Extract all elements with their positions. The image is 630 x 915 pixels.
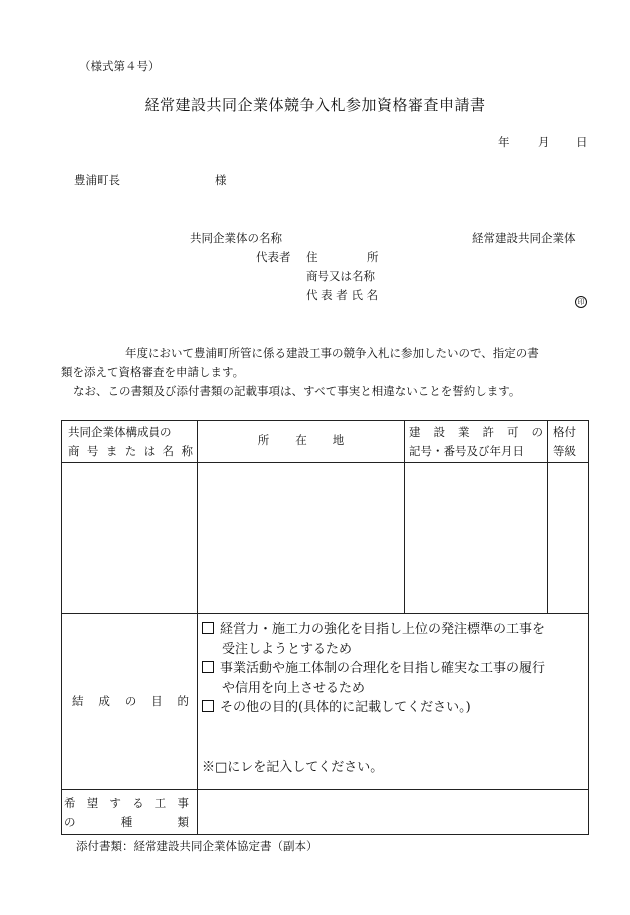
location-input-cell[interactable]	[198, 463, 405, 614]
license-input-cell[interactable]	[405, 463, 548, 614]
purpose-note: ※□にレを記入してください。	[202, 759, 384, 775]
table-row	[62, 463, 589, 614]
date-day: 日	[576, 135, 588, 149]
header-license-line2: 記号・番号及び年月日	[409, 444, 524, 458]
grade-input-cell[interactable]	[548, 463, 589, 614]
date-year: 年	[498, 135, 510, 149]
header-member-cell	[62, 421, 198, 463]
representative-label: 代表者	[256, 250, 291, 264]
header-member-line1: 共同企業体構成員の	[68, 425, 172, 439]
wish-label-cell	[62, 790, 198, 835]
header-grade-line1: 格付	[553, 425, 576, 439]
trade-name-label: 商号又は名称	[306, 269, 375, 283]
header-grade-cell	[548, 421, 589, 463]
purpose-option-2-continued: や信用を向上させるため	[222, 680, 366, 696]
wish-input-cell[interactable]	[198, 790, 589, 835]
addressee-name: 豊浦町長	[74, 173, 120, 187]
purpose-option-2: 事業活動や施工体制の合理化を目指し確実な工事の履行	[202, 659, 582, 679]
date-month: 月	[538, 135, 550, 149]
member-input-cell[interactable]	[62, 463, 198, 614]
header-license-cell	[405, 421, 548, 463]
body-text-line1: 年度において豊浦町所管に係る建設工事の競争入札に参加したいので、指定の書	[125, 346, 539, 360]
attachment-note: 添付書類：経常建設共同企業体協定書（副本）	[76, 839, 318, 853]
purpose-option-1-continued: 受注しようとするため	[222, 641, 353, 657]
address-label-1: 住	[306, 250, 318, 264]
jv-name-label: 共同企業体の名称	[190, 231, 282, 245]
purpose-option-3-checkbox[interactable]	[202, 700, 214, 712]
application-table	[61, 420, 589, 835]
purpose-option-1-checkbox[interactable]	[202, 622, 214, 634]
jv-name-value: 経常建設共同企業体	[472, 231, 576, 245]
purpose-label: 結 成 の 目 的	[72, 694, 189, 708]
header-location-cell	[198, 421, 405, 463]
body-text-line2: 類を添えて資格審査を申請します。	[61, 365, 245, 379]
wish-label-line1: 希 望 す る 工 事	[64, 796, 189, 810]
table-header-row	[62, 421, 589, 463]
purpose-option-2-checkbox[interactable]	[202, 661, 214, 673]
wish-label-line2: の 種 類	[64, 815, 189, 829]
form-number: （様式第４号）	[79, 59, 160, 73]
header-license-line1: 建 設 業 許 可 の	[409, 425, 543, 439]
seal-mark: 印	[575, 296, 587, 308]
purpose-row	[62, 614, 589, 790]
purpose-option-3: その他の目的(具体的に記載してください。)	[202, 698, 582, 718]
document-title: 経常建設共同企業体競争入札参加資格審査申請書	[144, 96, 486, 114]
rep-name-label: 代 表 者 氏 名	[306, 288, 379, 302]
wish-row	[62, 790, 589, 835]
body-text-line3: なお、この書類及び添付書類の記載事項は、すべて事実と相違ないことを誓約します。	[73, 384, 521, 398]
purpose-label-cell	[62, 614, 198, 790]
addressee-honorific: 様	[215, 173, 227, 187]
purpose-options-cell	[198, 614, 589, 790]
header-location: 所 在 地	[257, 433, 345, 447]
header-grade-line2: 等級	[553, 444, 576, 458]
purpose-option-1: 経営力・施工力の強化を目指し上位の発注標準の工事を	[202, 620, 582, 640]
header-member-line2: 商 号 ま た は 名 称	[68, 444, 193, 458]
address-label-2: 所	[367, 250, 379, 264]
